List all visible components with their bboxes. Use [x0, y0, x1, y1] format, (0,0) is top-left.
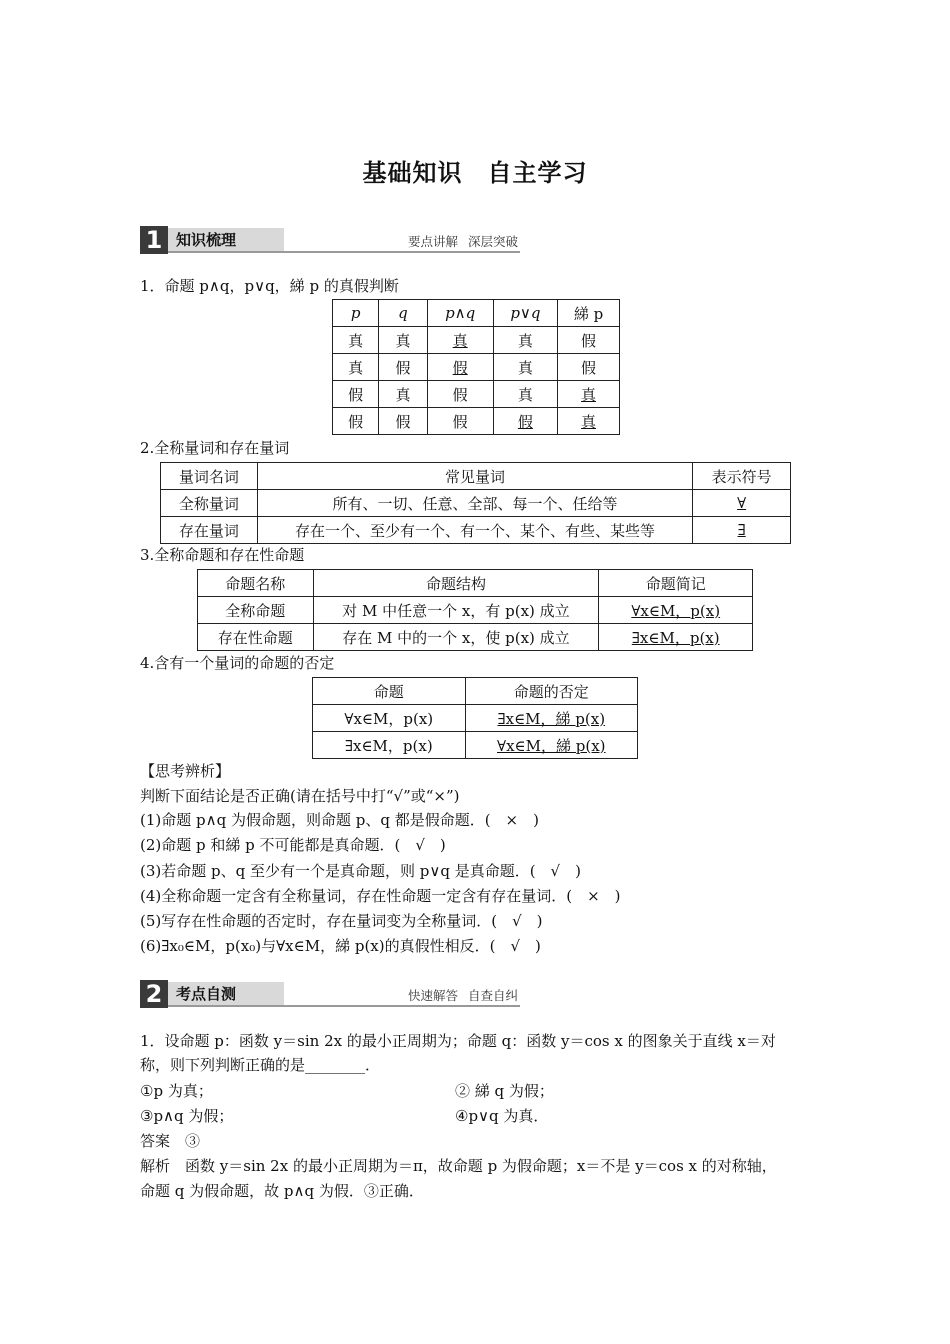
table-cell: 真 — [333, 354, 379, 381]
table-header-cell: 表示符号 — [693, 463, 791, 490]
table-cell: 真 — [558, 381, 620, 408]
table-row — [333, 381, 620, 408]
table-row — [198, 624, 753, 651]
item1-heading: 1．命题 p∧q，p∨q，綈 p 的真假判断 — [140, 277, 399, 295]
table-cell: 假 — [427, 354, 493, 381]
table-cell: 假 — [558, 354, 620, 381]
question-text: 称，则下列判断正确的是________． — [140, 1056, 381, 1074]
item2-heading: 2.全称量词和存在量词 — [140, 439, 290, 457]
answer: 答案 ③ — [140, 1132, 201, 1150]
quantifier-table — [160, 462, 791, 544]
table-row — [333, 408, 620, 435]
table-cell: 全称量词 — [161, 490, 258, 517]
table-row — [313, 705, 638, 732]
table-row — [161, 490, 791, 517]
think-item: (6)∃x₀∈M，p(x₀)与∀x∈M，綈 p(x)的真假性相反．( √ ) — [140, 937, 541, 955]
table-cell: ∀x∈M，綈 p(x) — [465, 732, 637, 759]
table-row — [313, 732, 638, 759]
table-header-cell: q — [379, 300, 427, 327]
table-cell: ∀ — [693, 490, 791, 517]
table-cell: 假 — [379, 354, 427, 381]
table-cell: 假 — [493, 408, 557, 435]
table-cell: 对 M 中任意一个 x，有 p(x) 成立 — [313, 597, 599, 624]
analysis-text: 命题 q 为假命题，故 p∧q 为假．③正确． — [140, 1182, 424, 1200]
table-cell: ∃x∈M，綈 p(x) — [465, 705, 637, 732]
table-cell: 真 — [427, 327, 493, 354]
item3-heading: 3.全称命题和存在性命题 — [140, 546, 305, 564]
item4-heading: 4.含有一个量词的命题的否定 — [140, 654, 335, 672]
analysis-text: 解析 函数 y＝sin 2x 的最小正周期为＝π，故命题 p 为假命题；x＝不是 y＝cos x 的对称轴， — [140, 1157, 777, 1175]
table-header-row — [313, 678, 638, 705]
table-header-cell: 綈 p — [558, 300, 620, 327]
table-header-cell: p — [333, 300, 379, 327]
table-cell: 假 — [427, 408, 493, 435]
table-cell: 假 — [558, 327, 620, 354]
table-cell: 假 — [333, 408, 379, 435]
option: ③p∧q 为假； — [140, 1107, 234, 1125]
section-label: 考点自测 — [168, 982, 284, 1006]
table-header-cell: p∧q — [427, 300, 493, 327]
section-divider — [168, 251, 520, 253]
section-subtitle: 要点讲解 深层突破 — [408, 234, 518, 249]
table-header-cell: p∨q — [493, 300, 557, 327]
proposition-table — [197, 569, 753, 651]
think-item: (1)命题 p∧q 为假命题，则命题 p、q 都是假命题．( × ) — [140, 811, 539, 829]
table-cell: 所有、一切、任意、全部、每一个、任给等 — [257, 490, 693, 517]
section-label: 知识梳理 — [168, 228, 284, 252]
think-title: 【思考辨析】 — [140, 762, 231, 780]
table-cell: 存在 M 中的一个 x，使 p(x) 成立 — [313, 624, 599, 651]
table-cell: 存在性命题 — [198, 624, 314, 651]
table-header-cell: 命题的否定 — [465, 678, 637, 705]
table-cell: ∃x∈M，p(x) — [313, 732, 466, 759]
think-item: (2)命题 p 和綈 p 不可能都是真命题．( √ ) — [140, 836, 446, 854]
table-cell: 真 — [333, 327, 379, 354]
option: ④p∨q 为真． — [455, 1107, 549, 1125]
table-cell: ∀x∈M，p(x) — [313, 705, 466, 732]
section-number: 2 — [140, 980, 168, 1008]
option: ①p 为真； — [140, 1082, 213, 1100]
table-cell: 真 — [493, 354, 557, 381]
question-text: 1．设命题 p：函数 y＝sin 2x 的最小正周期为；命题 q：函数 y＝cos x 的图象关于直线 x＝对 — [140, 1032, 776, 1050]
table-row — [198, 597, 753, 624]
table-cell: ∀x∈M，p(x) — [599, 597, 753, 624]
table-header-cell: 命题简记 — [599, 570, 753, 597]
think-item: (3)若命题 p、q 至少有一个是真命题，则 p∨q 是真命题．( √ ) — [140, 862, 581, 880]
section-divider — [168, 1005, 520, 1007]
truth-table — [332, 299, 620, 435]
table-cell: 真 — [493, 327, 557, 354]
table-cell: 假 — [427, 381, 493, 408]
table-header-cell: 量词名词 — [161, 463, 258, 490]
table-header-row — [198, 570, 753, 597]
table-header-row — [333, 300, 620, 327]
table-row — [333, 354, 620, 381]
table-row — [333, 327, 620, 354]
table-cell: 全称命题 — [198, 597, 314, 624]
section-header-1 — [140, 226, 520, 254]
section-subtitle: 快速解答 自查自纠 — [408, 988, 518, 1003]
section-header-2 — [140, 980, 520, 1008]
think-item: (5)写存在性命题的否定时，存在量词变为全称量词．( √ ) — [140, 912, 543, 930]
option: ② 綈 q 为假； — [455, 1082, 554, 1100]
table-cell: 真 — [379, 327, 427, 354]
think-intro: 判断下面结论是否正确(请在括号中打“√”或“×”) — [140, 787, 460, 805]
table-header-cell: 命题结构 — [313, 570, 599, 597]
table-cell: 存在一个、至少有一个、有一个、某个、有些、某些等 — [257, 517, 693, 544]
table-cell: ∃x∈M，p(x) — [599, 624, 753, 651]
table-cell: 真 — [379, 381, 427, 408]
page-title: 基础知识 自主学习 — [362, 159, 588, 187]
think-item: (4)全称命题一定含有全称量词，存在性命题一定含有存在量词．( × ) — [140, 887, 621, 905]
table-cell: 假 — [333, 381, 379, 408]
table-cell: ∃ — [693, 517, 791, 544]
table-row — [161, 517, 791, 544]
table-header-cell: 常见量词 — [257, 463, 693, 490]
table-cell: 真 — [493, 381, 557, 408]
table-cell: 存在量词 — [161, 517, 258, 544]
section-number: 1 — [140, 226, 168, 254]
table-cell: 真 — [558, 408, 620, 435]
table-header-cell: 命题 — [313, 678, 466, 705]
table-cell: 假 — [379, 408, 427, 435]
table-header-cell: 命题名称 — [198, 570, 314, 597]
negation-table — [312, 677, 638, 759]
table-header-row — [161, 463, 791, 490]
